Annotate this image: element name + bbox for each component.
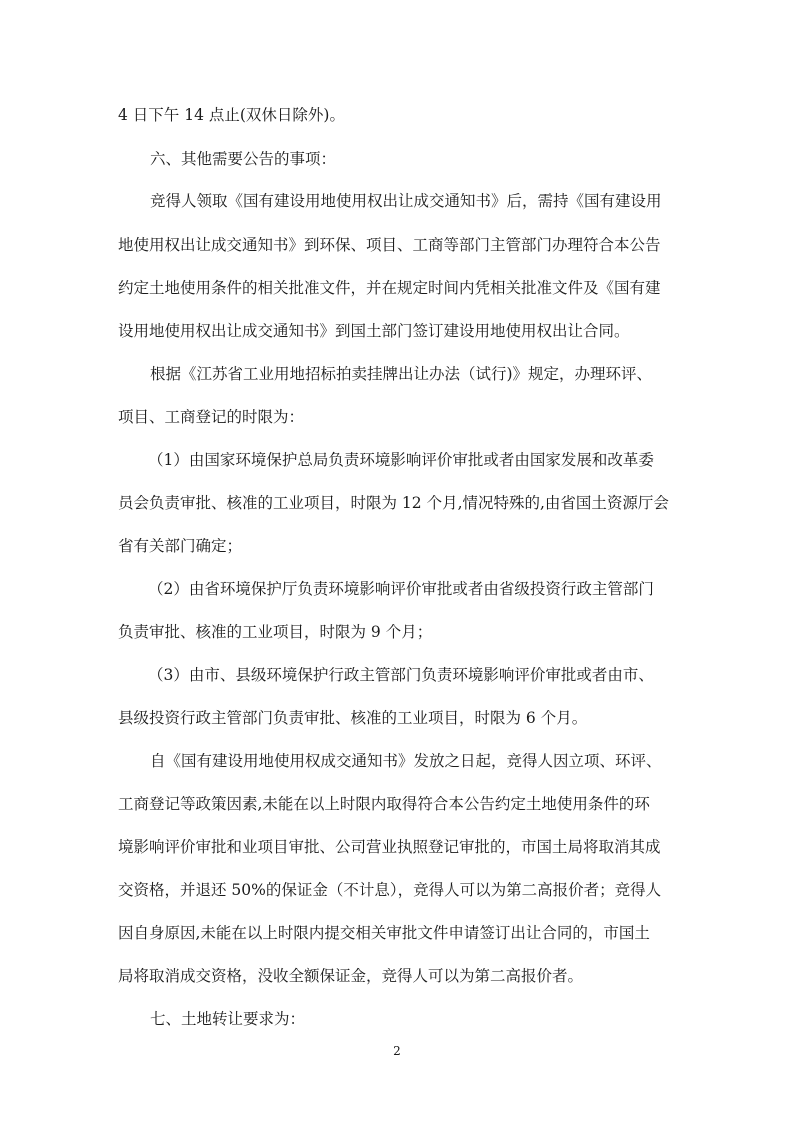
text-line: 竞得人领取《国有建设用地使用权出让成交通知书》后，需持《国有建设用 xyxy=(150,192,662,210)
text-line: 根据《江苏省工业用地招标拍卖挂牌出让办法（试行)》规定，办理环评、 xyxy=(150,365,653,383)
text-line: 交资格，并退还 50%的保证金（不计息），竞得人可以为第二高报价者；竞得人 xyxy=(118,881,662,899)
section-heading: 六、其他需要公告的事项： xyxy=(150,150,337,168)
text-line: 地使用权出让成交通知书》到环保、项目、工商等部门主管部门办理符合本公告 xyxy=(118,236,661,254)
text-line: 因自身原因,未能在以上时限内提交相关审批文件申请签订出让合同的，市国土 xyxy=(118,924,650,942)
text-line: 设用地使用权出让成交通知书》到国土部门签订建设用地使用权出让合同。 xyxy=(118,322,630,340)
text-line: （1）由国家环境保护总局负责环境影响评价审批或者由国家发展和改革委 xyxy=(148,451,654,469)
text-line: 局将取消成交资格，没收全额保证金，竞得人可以为第二高报价者。 xyxy=(118,967,584,985)
section-heading: 七、土地转让要求为： xyxy=(150,1010,306,1028)
text-line: （2）由省环境保护厅负责环境影响评价审批或者由省级投资行政主管部门 xyxy=(148,580,654,598)
text-line: 工商登记等政策因素,未能在以上时限内取得符合本公告约定土地使用条件的环 xyxy=(118,795,650,813)
text-line: 项目、工商登记的时限为： xyxy=(118,408,305,426)
text-line: 省有关部门确定； xyxy=(118,537,243,555)
text-line: 员会负责审批、核准的工业项目，时限为 12 个月,情况特殊的,由省国土资源厅会 xyxy=(118,494,669,512)
text-line: 自《国有建设用地使用权成交通知书》发放之日起，竞得人因立项、环评、 xyxy=(150,752,662,770)
text-line: 县级投资行政主管部门负责审批、核准的工业项目，时限为 6 个月。 xyxy=(118,709,588,727)
text-line: 约定土地使用条件的相关批准文件，并在规定时间内凭相关批准文件及《国有建 xyxy=(118,279,661,297)
text-line: （3）由市、县级环境保护行政主管部门负责环境影响评价审批或者由市、 xyxy=(148,666,654,684)
text-line: 负责审批、核准的工业项目，时限为 9 个月； xyxy=(118,623,433,641)
text-line: 境影响评价审批和业项目审批、公司营业执照登记审批的，市国土局将取消其成 xyxy=(118,838,661,856)
page-number: 2 xyxy=(393,1044,401,1058)
text-line: 4 日下午 14 点止(双休日除外)。 xyxy=(118,106,345,124)
